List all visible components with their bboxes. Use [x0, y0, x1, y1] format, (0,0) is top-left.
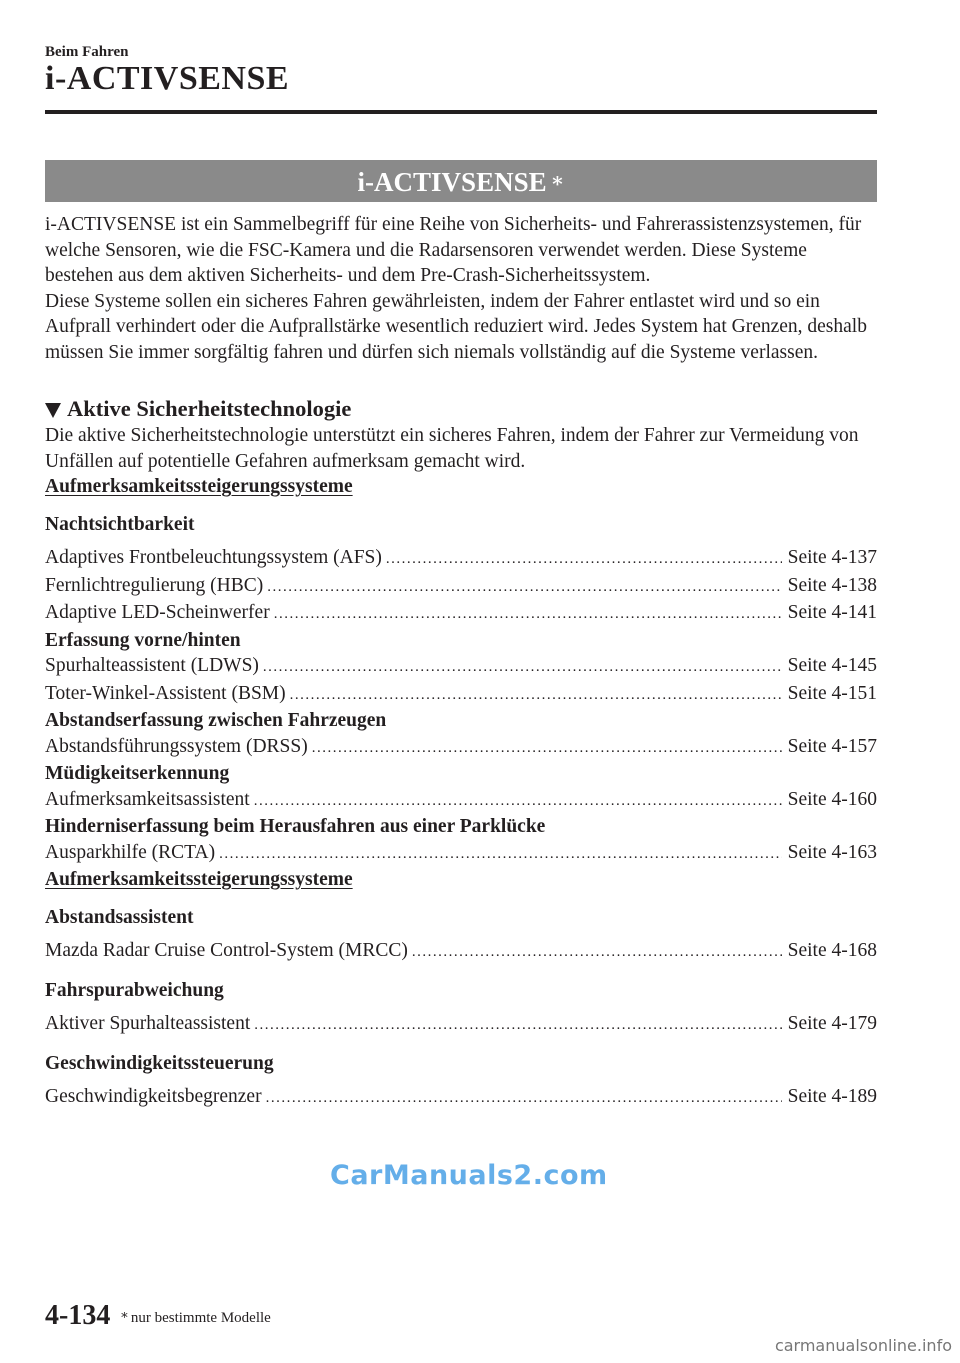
subheading-distance-assist: Abstandsassistent — [45, 906, 194, 928]
toc-row[interactable] — [45, 600, 877, 628]
toc-leader — [266, 1086, 782, 1112]
star-icon: ∗ — [120, 1307, 129, 1322]
subheading-speed: Geschwindigkeitssteuerung — [45, 1052, 274, 1074]
intro-paragraph-2: Diese Systeme sollen ein sicheres Fahren gewährleisten, indem der Fahrer entlastet wird und so ein Aufprall verhindert oder die Aufprallstärke wesentlich reduziert wird. Jedes System hat Grenzen, deshalb müssen Sie immer sorgfältig fahren und dürfen sich niemals vollständig auf die Systeme verlassen. — [45, 290, 867, 363]
toc-label: Geschwindigkeitsbegrenzer — [45, 1086, 262, 1107]
footer-page-number: 4-134 — [45, 1300, 111, 1331]
toc-leader — [274, 602, 782, 628]
toc-leader — [290, 683, 782, 709]
page-title-bar — [45, 160, 877, 202]
toc-leader — [219, 842, 782, 868]
toc-row[interactable] — [45, 653, 877, 681]
toc-page: Seite 4-160 — [787, 788, 877, 810]
toc-row[interactable] — [45, 1084, 877, 1112]
toc-row[interactable] — [45, 545, 877, 573]
header-rule — [45, 110, 877, 114]
section-body: Die aktive Sicherheitstechnologie unterstützt ein sicheres Fahren, indem der Fahrer zur Vermeidung von Unfällen auf potentielle Gefahren aufmerksam gemacht wird. — [45, 425, 859, 472]
toc-page: Seite 4-157 — [787, 735, 877, 757]
subheading-fatigue: Müdigkeitserkennung — [45, 763, 230, 784]
subheading-night: Nachtsichtbarkeit — [45, 513, 195, 535]
toc-page: Seite 4-163 — [787, 841, 877, 863]
toc-label: Toter-Winkel-Assistent (BSM) — [45, 682, 286, 704]
toc-row[interactable] — [45, 1011, 877, 1039]
group-title-2: Aufmerksamkeitssteigerungssysteme — [45, 869, 353, 890]
toc-label: Aktiver Spurhalteassistent — [45, 1013, 251, 1034]
section-heading — [45, 395, 877, 423]
toc-row[interactable] — [45, 787, 877, 815]
toc-page: Seite 4-151 — [787, 682, 877, 704]
toc-leader — [263, 655, 782, 681]
toc-label: Adaptive LED-Scheinwerfer — [45, 602, 270, 623]
toc-page: Seite 4-138 — [787, 574, 877, 596]
group-title-1: Aufmerksamkeitssteigerungssysteme — [45, 476, 353, 497]
toc-row[interactable] — [45, 938, 877, 966]
section-heading-text: Aktive Sicherheitstechnologie — [67, 396, 352, 421]
toc-label: Fernlichtregulierung (HBC) — [45, 574, 264, 596]
subheading-distance: Abstandserfassung zwischen Fahrzeugen — [45, 710, 387, 731]
toc-leader — [386, 547, 782, 573]
toc-row[interactable] — [45, 734, 877, 762]
toc-label: Ausparkhilfe (RCTA) — [45, 841, 216, 863]
header-chapter-title: i-ACTIVSENSE — [45, 60, 290, 97]
page-title: i-ACTIVSENSE — [357, 167, 547, 197]
footer-note-text: nur bestimmte Modelle — [130, 1310, 271, 1326]
toc-label: Aufmerksamkeitsassistent — [45, 788, 250, 810]
toc-page: Seite 4-145 — [787, 655, 877, 676]
watermark: CarManuals2.com — [330, 1160, 608, 1191]
toc-row[interactable] — [45, 840, 877, 868]
toc-page: Seite 4-189 — [787, 1086, 877, 1107]
toc-row[interactable] — [45, 573, 877, 601]
toc-page: Seite 4-179 — [787, 1013, 877, 1034]
toc-row[interactable] — [45, 681, 877, 709]
intro-paragraph-1: i-ACTIVSENSE ist ein Sammelbegriff für eine Reihe von Sicherheits- und Fahrerassistenzsystemen, für welche Sensoren, wie die FSC-Kamera und die Radarsensoren verwendet werden. Diese Systeme bestehen aus dem aktiven Sicherheits- und dem Pre-Crash-Sicherheitssystem. — [45, 214, 862, 286]
star-icon: ∗ — [550, 170, 565, 192]
content — [45, 212, 877, 1112]
toc-label: Adaptives Frontbeleuchtungssystem (AFS) — [45, 547, 382, 568]
footer-note — [120, 1307, 271, 1327]
site-stamp: carmanualsonline.info — [774, 1336, 952, 1355]
toc-leader — [267, 575, 781, 601]
toc-leader — [412, 940, 782, 966]
subheading-front-rear: Erfassung vorne/hinten — [45, 629, 241, 651]
toc-page: Seite 4-168 — [787, 940, 877, 961]
toc-page: Seite 4-137 — [787, 547, 877, 568]
triangle-down-icon — [45, 403, 61, 418]
toc-leader — [254, 789, 782, 815]
subheading-parking: Hinderniserfassung beim Herausfahren aus einer Parklücke — [45, 816, 546, 837]
toc-label: Mazda Radar Cruise Control-System (MRCC) — [45, 940, 408, 961]
header-section-label: Beim Fahren — [45, 44, 129, 60]
subheading-lane: Fahrspurabweichung — [45, 979, 224, 1001]
toc-label: Abstandsführungssystem (DRSS) — [45, 735, 308, 757]
toc-leader — [312, 736, 782, 762]
toc-page: Seite 4-141 — [787, 602, 877, 623]
toc-leader — [254, 1013, 781, 1039]
toc-label: Spurhalteassistent (LDWS) — [45, 655, 259, 676]
